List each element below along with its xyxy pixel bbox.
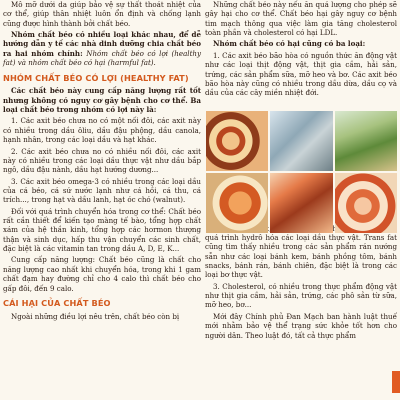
grilled-meat-photo [206, 173, 268, 233]
paragraph: Cung cấp năng lượng: Chất béo cũng là chất cho năng lượng cao nhất khi chuyển hóa, trong khi 1 gam chất đạm hay đường chỉ cho 4 calo thì chất béo cho gấp đôi, đến 9 calo. [3, 255, 201, 293]
list-item: 3. Các axit béo omega-3 có nhiều trong các loại dầu của cá béo, cá sứ nước lạnh như cá hồi, cá thu, cá trích..., trong hạt và dầu lanh, hạt óc chó (walnut). [3, 176, 201, 205]
heading-harmful-fat: CÁI HẠI CỦA CHẤT BÉO [3, 297, 111, 308]
fried-food-photo [206, 111, 268, 171]
list-item: 1. Các axit béo bão hòa có nguồn thức ăn động vật như các loại thịt động vật, thịt gia cầm, hải sản, trứng, các sản phẩm sữa, mỡ heo và bơ. Các axit béo bão hòa này cũng có nhiều trong dầu dừa, dầu cọ và dầu của các cây miền nhiệt đới. [205, 50, 397, 98]
paragraph-fat-groups [3, 30, 201, 67]
paragraph: Mới đây Chính phủ Đan Mạch ban hành luật thuế mới nhằm bảo vệ thể trạng sức khỏe tốt hơn cho người dân. Theo luật đó, tất cả thực phẩm [205, 311, 397, 340]
food-photo-grid [206, 111, 397, 233]
shrimp-dish-photo [335, 173, 397, 233]
paragraph: Những chất béo này nếu ăn quá lượng cho phép sẽ gây hại cho cơ thể. Chất béo hại gây nguy cơ bệnh tim mạch thông qua việc làm gia tăng cholesterol toàn phần và cholesterol có hại LDL. [205, 0, 397, 38]
vegetable-dish-photo [335, 111, 397, 171]
list-item: 1. Các axit béo chưa no có một nối đôi, các axit này có nhiều trong dầu ôliu, dầu đậu phộng, dầu canola, hạnh nhân, trong các loại dầu và hạt khác. [3, 116, 201, 145]
italic-text: Nhóm chất béo có lợi (healthy fat) và nhóm chất béo có hại (harmful fat). [3, 48, 201, 68]
list-item: 3. Cholesterol, có nhiều trong thực phẩm động vật như thịt gia cầm, hải sản, trứng, các phô sản từ sữa, mỡ heo, bơ... [205, 281, 397, 310]
page-edge-marker [392, 371, 400, 393]
paragraph: Nhóm chất béo có hại cũng có ba loại: [213, 39, 366, 49]
list-item: quá trình hydrô hóa các loại dầu thực vật. Trans fat cũng tìm thấy nhiều trong các sản phẩm rán nướng sẵn như các loại bánh kem, bánh phồng tôm, bánh snacks, bánh rán, bánh chiên, đặc biệt là trong các loại bơ thực vật. [205, 232, 397, 280]
list-item: 2. Các axit béo chưa no có nhiều nối đôi, các axit này có nhiều trong các loại dầu thực vật như dầu bắp ngô, dầu đậu nành, dầu hạt hướng dương... [3, 146, 201, 175]
paragraph: Các chất béo này cung cấp năng lượng rất tốt nhưng không có nguy cơ gây bệnh cho cơ thể. Ba loại chất béo trong nhóm có lợi này là: [3, 86, 201, 115]
bold-text: Nhóm chất béo có nhiều loại khác nhau, để dễ hướng dẫn y tế các nhà dinh dưỡng chia chất béo ra hai nhóm chính: [3, 30, 201, 58]
fish-seafood-photo [270, 111, 332, 171]
paragraph: Ngoài những điều lợi nêu trên, chất béo còn bị [11, 311, 180, 321]
left-column [3, 0, 201, 323]
paragraph: Đối với quá trình chuyển hóa trong cơ thể: Chất béo rất cần thiết để kiến tạo màng tế bào, tổng hợp chất xám của hệ thần kinh, tổng hợp các hormon thượng thận và sinh dục, hấp thu vận chuyển các sinh chất, đặc biệt là các vitamin tan trong dầu A, D, E, K... [3, 206, 201, 254]
meat-platter-photo [270, 173, 332, 233]
heading-healthy-fat: NHÓM CHẤT BÉO CÓ LỢI (HEALTHY FAT) [3, 72, 189, 83]
paragraph: Mô mỡ dưới da giúp bảo vệ sự thất thoát nhiệt của cơ thể, giúp thân nhiệt luôn ổn định và chống lạnh cũng được hình thành bởi chất béo. [3, 0, 201, 28]
